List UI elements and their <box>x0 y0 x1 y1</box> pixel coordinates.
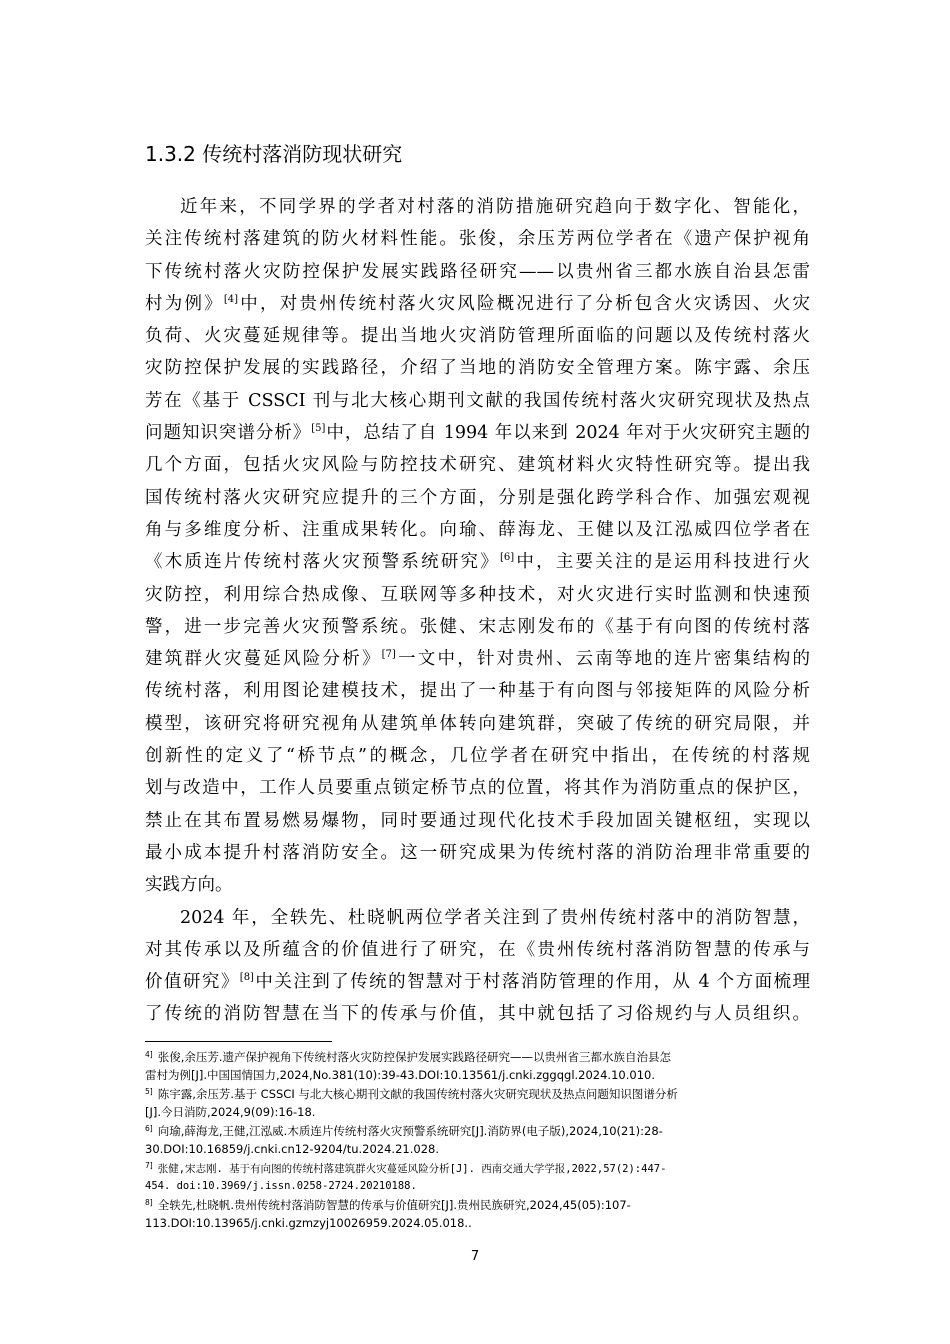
footnote-text: 全轶先,杜晓帆.贵州传统村落消防智慧的传承与价值研究[J].贵州民族研究,2024,45(05):107- <box>157 1198 631 1212</box>
line-text: 价值研究》 <box>145 972 240 993</box>
footnote-text: 向瑜,薛海龙,王健,江泓威.木质连片传统村落火灾预警系统研究[J].消防界(电子版),2024,10(21):28- <box>157 1124 663 1138</box>
footnote-8 <box>145 1196 810 1214</box>
paragraph-1-line-13: 灾防控，利用综合热成像、互联网等多种技术，对火灾进行实时监测和快速预 <box>145 584 810 605</box>
paragraph-1-line-19: 划与改造中，工作人员要重点锁定桥节点的位置，将其作为消防重点的保护区， <box>145 778 810 799</box>
footnote-5-continued: [J].今日消防,2024,9(09):16-18. <box>145 1105 316 1119</box>
paragraph-2-line-1: 2024 年，全轶先、杜晓帆两位学者关注到了贵州传统村落中的消防智慧， <box>180 907 810 928</box>
paragraph-2-line-4: 了传统的消防智慧在当下的传承与价值，其中就包括了习俗规约与人员组织。 <box>145 1004 810 1025</box>
paragraph-1-line-18: 创新性的定义了“桥节点”的概念，几位学者在研究中指出，在传统的村落规 <box>145 746 810 767</box>
paragraph-1-line-1: 近年来，不同学界的学者对村落的消防措施研究趋向于数字化、智能化， <box>180 197 810 217</box>
paragraph-1-line-16: 传统村落，利用图论建模技术，提出了一种基于有向图与邻接矩阵的风险分析 <box>145 681 810 702</box>
paragraph-1-line-8 <box>145 417 810 449</box>
line-text: 中，对贵州传统村落火灾风险概况进行了分析包含火灾诱因、火灾 <box>238 293 811 314</box>
line-text: 村为例》 <box>145 293 224 314</box>
page-number: 7 <box>470 1249 480 1264</box>
footnote-8-continued: 113.DOI:10.13965/j.cnki.gzmzyj10026959.2024.05.018.. <box>145 1216 472 1230</box>
paragraph-1-line-12 <box>145 546 810 578</box>
paragraph-1-line-20: 禁止在其布置易燃易爆物，同时要通过现代化技术手段加固关键枢纽，实现以 <box>145 810 810 831</box>
line-text: 问题知识突谱分析》 <box>145 423 312 444</box>
footnote-7 <box>145 1159 810 1177</box>
footnote-text: 张俊,余压芳.遗产保护视角下传统村落火灾防控保护发展实践路径研究——以贵州省三都水族自治县怎 <box>157 1050 672 1064</box>
line-text: 中关注到了传统的智慧对于村落消防管理的作用，从 4 个方面梳理 <box>253 972 810 993</box>
footnote-mark: 7] <box>145 1161 153 1170</box>
footnote-4-continued: 雷村为例[J].中国国情国力,2024,No.381(10):39-43.DOI:10.13561/j.cnki.zggqgl.2024.10.010. <box>145 1068 655 1082</box>
paragraph-1-line-2: 关注传统村落建筑的防火材料性能。张俊，余压芳两位学者在《遗产保护视角 <box>145 229 810 250</box>
footnote-separator <box>145 1041 332 1042</box>
paragraph-1-line-6: 灾防控保护发展的实践路径，介绍了当地的消防安全管理方案。陈宇露、余压 <box>145 358 810 379</box>
paragraph-1-line-7: 芳在《基于 CSSCI 刊与北大核心期刊文献的我国传统村落火灾研究现状及热点 <box>145 390 810 411</box>
line-text: 建筑群火灾蔓延风险分析》 <box>145 649 382 670</box>
footnote-text: 张健,宋志刚. 基于有向图的传统村落建筑群火灾蔓延风险分析[J]. 西南交通大学学报,2022,57(2):447- <box>157 1163 667 1175</box>
paragraph-1-line-21: 最小成本提升村落消防安全。这一研究成果为传统村落的消防治理非常重要的 <box>145 842 810 863</box>
footnote-7-continued: 454. doi:10.3969/j.issn.0258-2724.20210188. <box>145 1180 417 1192</box>
paragraph-1-line-15 <box>145 643 810 675</box>
paragraph-2-line-2: 对其传承以及所蕴含的价值进行了研究，在《贵州传统村落消防智慧的传承与 <box>145 939 810 960</box>
footnote-6 <box>145 1122 810 1140</box>
citation-ref-8[interactable]: [8] <box>239 972 254 984</box>
line-text: 中，总结了自 1994 年以来到 2024 年对于火灾研究主题的 <box>325 423 811 444</box>
footnote-mark: 5] <box>145 1087 153 1096</box>
paragraph-1-line-5: 负荷、火灾蔓延规律等。提出当地火灾消防管理所面临的问题以及传统村落火 <box>145 326 810 347</box>
paragraph-1-line-14: 警，进一步完善火灾预警系统。张健、宋志刚发布的《基于有向图的传统村落 <box>145 616 810 637</box>
body-text <box>145 191 810 1031</box>
line-text: 中，主要关注的是运用科技进行火 <box>514 552 811 573</box>
paragraph-1-line-3: 下传统村落火灾防控保护发展实践路径研究——以贵州省三都水族自治县怎雷 <box>145 261 810 282</box>
line-text: 一文中，针对贵州、云南等地的连片密集结构的 <box>395 649 811 670</box>
footnote-text: 陈宇露,余压芳.基于 CSSCI 与北大核心期刊文献的我国传统村落火灾研究现状及热点问题知识图谱分析 <box>157 1087 678 1101</box>
line-text: 《木质连片传统村落火灾预警系统研究》 <box>145 552 500 573</box>
paragraph-1-line-22: 实践方向。 <box>145 875 233 896</box>
paragraph-1-line-10: 国传统村落火灾研究应提升的三个方面，分别是强化跨学科合作、加强宏观视 <box>145 487 810 508</box>
footnote-5 <box>145 1085 810 1103</box>
citation-ref-4[interactable]: [4] <box>223 293 239 305</box>
section-heading: 1.3.2 传统村落消防现状研究 <box>145 142 403 166</box>
paragraph-2-line-3 <box>145 966 810 998</box>
footnote-6-continued: 30.DOI:10.16859/j.cnki.cn12-9204/tu.2024.21.028. <box>145 1142 439 1156</box>
footnote-4 <box>145 1048 810 1066</box>
paragraph-1-line-11: 角与多维度分析、注重成果转化。向瑜、薛海龙、王健以及江泓威四位学者在 <box>145 519 810 540</box>
footnote-mark: 8] <box>145 1198 153 1207</box>
citation-ref-6[interactable]: [6] <box>500 552 515 564</box>
footnote-mark: 6] <box>145 1124 153 1133</box>
footnote-mark: 4] <box>145 1050 153 1059</box>
footnotes <box>145 1048 810 1232</box>
paragraph-1-line-17: 模型，该研究将研究视角从建筑单体转向建筑群，突破了传统的研究局限，并 <box>145 713 810 734</box>
paragraph-1-line-4 <box>145 288 810 320</box>
paragraph-1-line-9: 几个方面，包括火灾风险与防控技术研究、建筑材料火灾特性研究等。提出我 <box>145 455 810 476</box>
citation-ref-5[interactable]: [5] <box>311 423 326 435</box>
citation-ref-7[interactable]: [7] <box>381 649 396 661</box>
